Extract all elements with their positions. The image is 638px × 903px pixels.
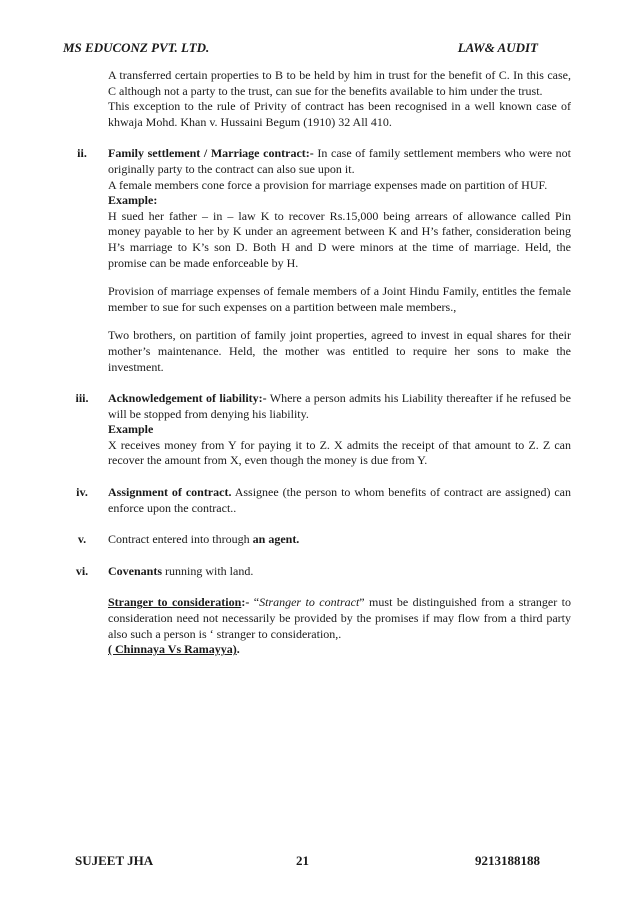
item-title: Assignment of contract. xyxy=(108,485,232,500)
item-number: vi. xyxy=(75,563,89,578)
item-title: Acknowledgement of liability:- xyxy=(108,391,267,406)
stranger-title: Stranger to consideration xyxy=(108,595,242,610)
stranger-separator: :- xyxy=(241,595,250,610)
item-family-settlement xyxy=(77,146,571,375)
item-paragraph: Provision of marriage expenses of female members of a Joint Hindu Family, entitles the female member to sue for such expenses on a partition between male members., xyxy=(108,284,571,314)
item-paragraph: Two brothers, on partition of family joint properties, agreed to invest in equal shares for their mother’s maintenance. Held, the mother was entitled to require her sons to make the investment. xyxy=(108,328,571,374)
item-acknowledgement xyxy=(75,391,571,469)
item-title: Family settlement / Marriage contract:- xyxy=(108,146,314,161)
item-agent xyxy=(77,532,571,548)
item-paragraph xyxy=(108,564,571,580)
case-citation: ( Chinnaya Vs Ramayya). xyxy=(108,642,240,657)
item-number: ii. xyxy=(77,146,87,161)
item-text: Contract entered into through xyxy=(108,532,253,547)
intro-exception-paragraph: This exception to the rule of Privity of contract has been recognised in a well known case of khwaja Mohd. Khan v. Hussaini Begum (1910) 32 All 410. xyxy=(108,99,571,129)
footer-page-number: 21 xyxy=(296,853,309,868)
header-subject: LAW& AUDIT xyxy=(457,40,538,55)
item-number: iv. xyxy=(76,485,88,500)
document-body xyxy=(75,68,571,658)
item-paragraph xyxy=(108,532,571,548)
example-text: H sued her father – in – law K to recover Rs.15,000 being arrears of allowance called Pin money payable to her by K under an agreement between K and H’s father, consideration being H’s marriage to K’s son D. Both H and D were minors at the time of marriage. Held, the promise can be made enforceable by H. xyxy=(108,208,571,270)
example-text: X receives money from Y for paying it to Z. X admits the receipt of that amount to Z. Z can recover the amount from X, even though the money is due from Y. xyxy=(108,437,571,468)
footer-author: SUJEET JHA xyxy=(75,853,154,868)
item-covenants xyxy=(75,563,571,580)
item-paragraph xyxy=(108,146,571,177)
item-number: v. xyxy=(77,532,87,547)
item-assignment xyxy=(76,485,571,516)
item-text: In case of family settlement members who were not originally party to the contract can also sue upon it. xyxy=(108,146,571,176)
item-number: iii. xyxy=(75,391,89,406)
item-paragraph xyxy=(108,485,571,516)
item-text: Where a person admits his Liability thereafter if he refused be will be stopped from denying his liability. xyxy=(108,391,571,421)
item-text: running with land. xyxy=(162,563,254,578)
footer-phone: 9213188188 xyxy=(475,853,540,868)
item-bold-text: an agent. xyxy=(252,532,300,547)
stranger-paragraph: Stranger to consideration:- “Stranger to contract” must be distinguished from a stranger to consideration need not necessarily be provided by the promises if may flow from a third party also such a person is ‘ stranger to consideration,. xyxy=(108,595,571,641)
item-text: Assignee (the person to whom benefits of contract are assigned) can enforce upon the contract.. xyxy=(108,485,571,515)
example-label: Example: xyxy=(108,193,158,208)
example-label: Example xyxy=(108,422,154,437)
item-paragraph xyxy=(108,391,571,422)
intro-paragraph: A transferred certain properties to B to be held by him in trust for the benefit of C. In this case, C although not a party to the trust, can sue for the benefits available to him under the trust. xyxy=(108,68,571,98)
item-title: Covenants xyxy=(108,563,163,578)
stranger-text: ” must be distinguished from a stranger to consideration need not necessarily be provided by the promises if may flow from a third party also such a person is ‘ stranger to consideration,. xyxy=(108,595,571,641)
stranger-section xyxy=(108,595,571,657)
item-paragraph: A female members cone force a provision for marriage expenses made on partition of HUF. xyxy=(108,177,548,192)
header-company: MS EDUCONZ PVT. LTD. xyxy=(63,40,210,55)
stranger-quote: Stranger to contract xyxy=(259,595,360,610)
